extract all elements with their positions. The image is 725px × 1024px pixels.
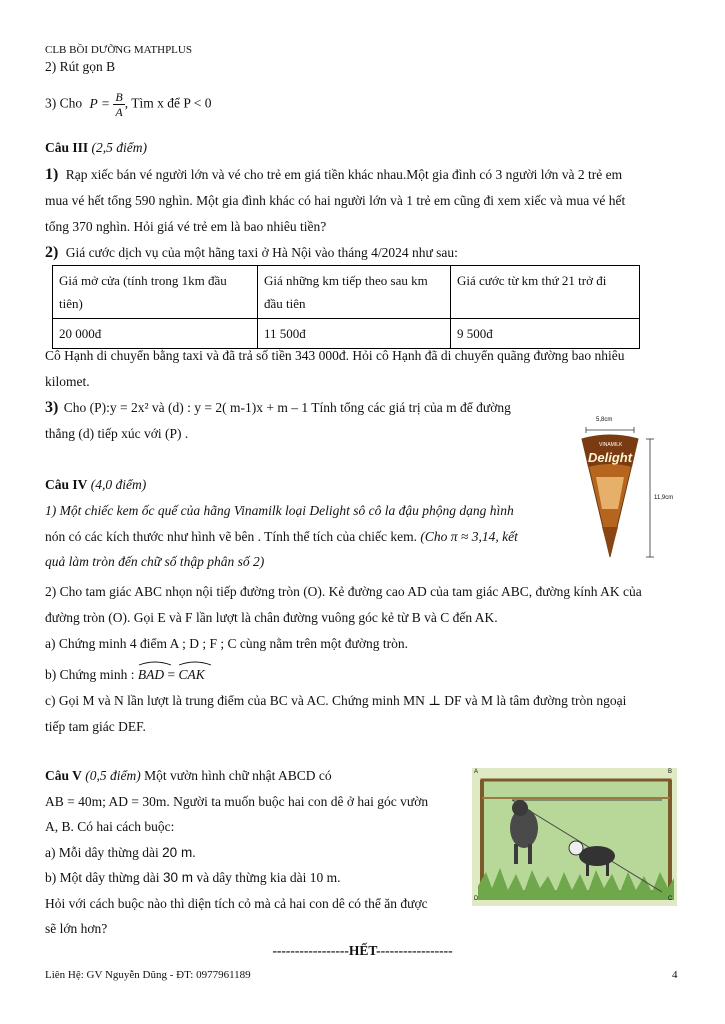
q4-heading [45,476,146,494]
taxi-fare-table [52,265,640,349]
q5-line4a: a) Mỗi dây thừng dài [45,845,159,860]
arc-bad-mark [138,660,172,666]
table-header-cell: Giá những km tiếp theo sau km đầu tiên [258,266,451,319]
q4-part-c-line2: tiếp tam giác DEF. [45,719,146,734]
q5-line4-value: 20 m [162,845,193,860]
q5-line1 [45,767,332,785]
q3-p3-line2: thẳng (d) tiếp xúc với (P) . [45,426,189,441]
q4-part-b-eq: = [167,667,176,682]
q3-p3-num: 3) [45,399,59,416]
q3-p1-line1 [45,166,622,184]
table-header-cell: Giá cước từ km thứ 21 trở đi [451,266,640,319]
q5-line7: sẽ lớn hơn? [45,921,108,936]
table-cell: 9 500đ [451,319,640,349]
q3-p2-line [45,244,458,262]
q3-title: Câu III [45,140,89,155]
table-row [53,319,640,349]
q3-p2-after1: Cô Hạnh di chuyển bằng taxi và đã trả số tiền 343 000đ. Hỏi cô Hạnh đã di chuyển quãng đường bao nhiêu [45,348,625,363]
q2-item-3-suffix: , Tìm x để P < 0 [124,95,212,111]
table-header-cell: Giá mở cửa (tính trong 1km đầu tiên) [53,266,258,319]
q4-part-b-prefix: b) Chứng minh : [45,667,135,682]
q4-p1-line2a: nón có các kích thước như hình vẽ bên . Tính thể tích của chiếc kem. [45,529,418,544]
q2-item-2: 2) Rút gọn B [45,59,116,74]
arc-cak-label: CAK [178,667,205,682]
q3-p2-text: Giá cước dịch vụ của một hãng taxi ở Hà Nội vào tháng 4/2024 như sau: [65,245,458,260]
footer-contact: Liên Hệ: GV Nguyễn Dũng - ĐT: 0977961189 [45,969,251,981]
q2-item-3-prefix: 3) Cho [45,95,83,111]
q4-p2-line1: 2) Cho tam giác ABC nhọn nội tiếp đường tròn (O). Kẻ đường cao AD của tam giác ABC, đường kính AK của [45,584,642,599]
q2-frac-lhs: P = [89,95,110,111]
q3-p3-text1: Cho (P):y = 2x² và (d) : y = 2( m-1)x + m – 1 Tính tổng các giá trị của m để đường [63,400,511,415]
q4-part-a: a) Chứng minh 4 điểm A ; D ; F ; C cùng nằm trên một đường tròn. [45,636,409,651]
q3-p1-line2: mua vé hết tổng 590 nghìn. Một gia đình khác có hai người lớn và 1 trẻ em cũng đi xem xiếc và mua vé hết [45,193,626,208]
q5-line5 [45,869,341,887]
q5-line5a: b) Một dây thừng dài [45,870,160,885]
cone-brand-small: VINAMILK [599,442,623,448]
page-number: 4 [672,969,678,981]
corner-label-c: C [668,896,673,902]
q3-p2-after2: kilomet. [45,374,90,389]
q3-p1-text1: Rạp xiếc bán vé người lớn và vé cho trẻ em giá tiền khác nhau.Một gia đình có 3 người lớn và 2 trẻ em [65,167,623,182]
q4-p1-line3: quả làm tròn đến chữ số thập phân số 2) [45,554,265,569]
q5-line5b: và dây thừng kia dài 10 m. [196,870,341,885]
q3-heading [45,139,147,157]
q4-part-b [45,663,205,684]
q4-p1-line2 [45,528,518,546]
q4-p1-line2b: (Cho π ≈ 3,14, kết [420,529,518,544]
q3-p3-line1 [45,399,511,417]
arc-cak [178,663,204,684]
q2-frac-den: A [115,105,123,119]
q5-points: (0,5 điểm) [85,768,141,783]
q3-points: (2,5 điểm) [91,140,148,155]
table-row [53,266,640,319]
q4-title: Câu IV [45,477,88,492]
q5-title: Câu V [45,768,82,783]
q2-item-3 [45,90,211,119]
corner-label-a: A [474,769,479,775]
goat-garden-figure [472,768,677,906]
q4-p1-line1: 1) Một chiếc kem ốc quế của hãng Vinamilk loại Delight sô cô la đậu phộng dạng hình [45,503,514,518]
header-club: CLB BỒI DƯỠNG MATHPLUS [45,44,192,56]
arc-cak-mark [178,660,212,666]
goat-garden-drawing [472,768,677,906]
q4-part-c-line1: c) Gọi M và N lần lượt là trung điểm của BC và AC. Chứng minh MN ⊥ DF và M là tâm đường tròn ngoại [45,693,627,708]
q5-line2: AB = 40m; AD = 30m. Người ta muốn buộc hai con dê ở hai góc vườn [45,794,429,809]
q5-line5-value: 30 m [162,870,193,885]
cone-drawing [572,417,692,562]
arc-bad [138,663,164,684]
q4-points: (4,0 điểm) [90,477,147,492]
q5-line6: Hỏi với cách buộc nào thì diện tích cỏ mà cả hai con dê có thể ăn được [45,896,428,911]
cone-brand: Delight [588,450,633,465]
q5-line3: A, B. Có hai cách buộc: [45,819,175,834]
ice-cream-cone-figure [572,417,692,562]
cone-label-side: 11,9cm [654,495,674,501]
q3-p2-num: 2) [45,244,59,261]
q3-p1-line3: tổng 370 nghìn. Hỏi giá vé trẻ em là bao nhiêu tiền? [45,219,327,234]
q5-line1-text: Một vườn hình chữ nhật ABCD có [144,768,332,783]
arc-bad-label: BAD [137,667,165,682]
cone-label-top: 5,8cm [596,417,613,423]
corner-label-b: B [668,769,673,775]
table-cell: 11 500đ [258,319,451,349]
end-mark: -----------------HẾT----------------- [272,943,453,958]
q3-p1-num: 1) [45,166,59,183]
q5-line4 [45,844,196,862]
table-cell: 20 000đ [53,319,258,349]
q4-p2-line2: đường tròn (O). Gọi E và F lần lượt là chân đường vuông góc kẻ từ B và C đến AK. [45,610,498,625]
q2-frac-num: B [115,90,123,104]
q2-fraction [113,90,124,119]
q5-line4b: . [192,845,196,860]
corner-label-d: D [474,896,479,902]
